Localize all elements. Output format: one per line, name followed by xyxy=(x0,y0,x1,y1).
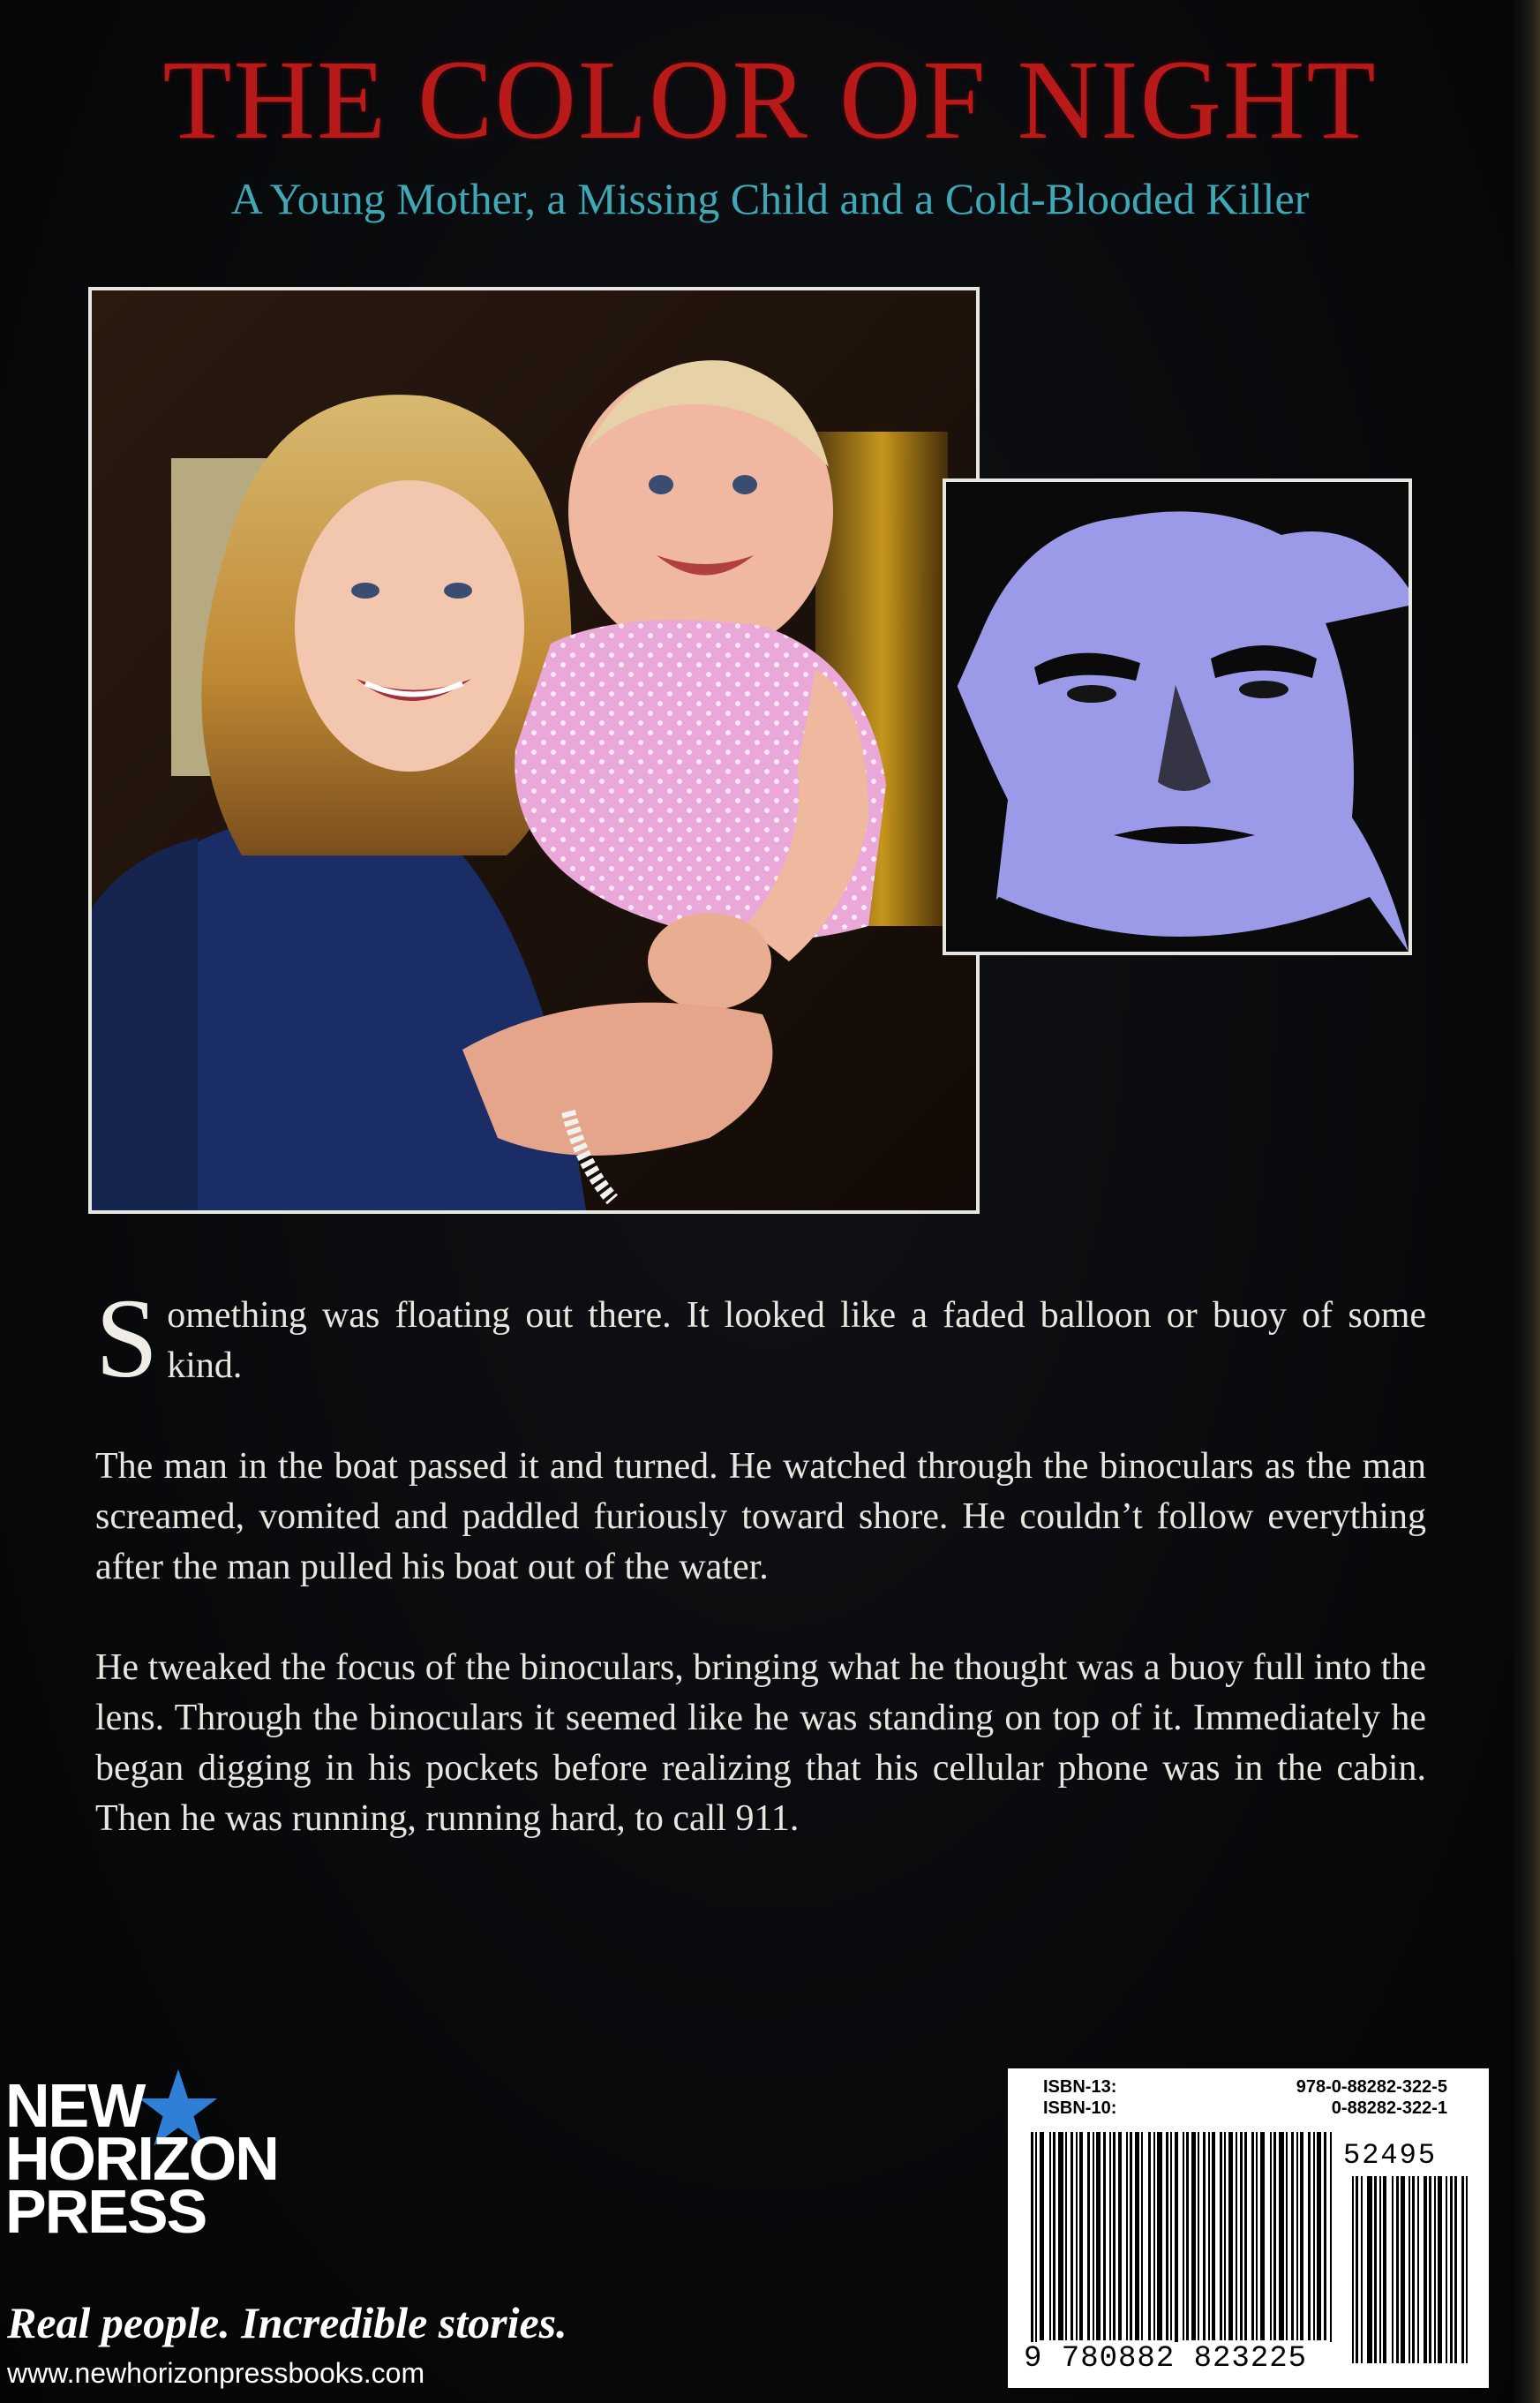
barcode-bar xyxy=(1313,2132,1315,2340)
barcode-bar xyxy=(1186,2132,1189,2340)
barcode-bar xyxy=(1049,2132,1051,2340)
barcode-bar xyxy=(1296,2132,1298,2340)
barcode-bar xyxy=(1076,2132,1078,2340)
barcode-bar xyxy=(1141,2132,1143,2340)
isbn13-line xyxy=(1024,2077,1473,2098)
price-barcode-bar xyxy=(1424,2176,1427,2363)
logo-word-press: PRESS xyxy=(5,2177,207,2246)
book-subtitle: A Young Mother, a Missing Child and a Cold-Blooded Killer xyxy=(230,174,1310,223)
barcode-bar xyxy=(1240,2132,1243,2340)
spine-edge xyxy=(1514,0,1540,2403)
barcode-bar xyxy=(1260,2132,1265,2340)
isbn13-value: 978-0-88282-322-5 xyxy=(1296,2077,1447,2097)
price-barcode-bar xyxy=(1417,2176,1419,2363)
publisher-tagline: Real people. Incredible stories. xyxy=(7,2298,567,2347)
barcode-bar xyxy=(1153,2132,1155,2340)
barcode-bar xyxy=(1126,2132,1128,2340)
barcode-bar xyxy=(1093,2132,1094,2340)
barcode-bar xyxy=(1228,2132,1233,2340)
isbn10-label: ISBN-10: xyxy=(1043,2098,1117,2118)
barcode-bar xyxy=(1236,2132,1237,2340)
barcode-bar xyxy=(1157,2132,1162,2340)
price-barcode-bar xyxy=(1361,2176,1363,2363)
price-barcode-bar xyxy=(1352,2176,1354,2363)
price-barcode-bar xyxy=(1367,2176,1372,2363)
barcode-bar xyxy=(1244,2132,1247,2340)
barcode-bar xyxy=(1183,2132,1184,2340)
barcode-bar xyxy=(1087,2132,1090,2340)
barcode-bar xyxy=(1224,2132,1226,2340)
barcode-bar xyxy=(1279,2132,1284,2340)
publisher-logo xyxy=(5,2068,297,2279)
excerpt-text xyxy=(95,1276,1426,1895)
barcode-bar xyxy=(1035,2132,1037,2363)
barcode-bar xyxy=(1118,2132,1122,2340)
barcode-bar xyxy=(1212,2132,1215,2340)
barcode-bar xyxy=(1103,2132,1106,2340)
barcode-bar xyxy=(1270,2132,1272,2340)
barcode-bar xyxy=(1330,2132,1332,2363)
barcode-bar xyxy=(1317,2132,1321,2340)
barcode-bar xyxy=(1203,2132,1206,2340)
book-title: THE COLOR OF NIGHT xyxy=(162,37,1378,162)
barcode-box xyxy=(1008,2068,1489,2388)
excerpt-paragraph-2: The man in the boat passed it and turned. He watched through the binoculars as the man screamed, vomited and paddled furiously toward shore. He couldn’t follow everything after the man pulled his boat out of the water. xyxy=(95,1446,1426,1587)
price-barcode-bar xyxy=(1412,2176,1415,2363)
price-barcode-bar xyxy=(1450,2176,1453,2363)
barcode-bar xyxy=(1256,2132,1258,2340)
logo-word-new: NEW xyxy=(5,2071,145,2140)
barcode-bar xyxy=(1109,2132,1111,2340)
barcode-bar xyxy=(1079,2132,1083,2340)
barcode-bar xyxy=(1286,2132,1288,2340)
isbn13-label: ISBN-13: xyxy=(1043,2077,1117,2097)
barcode-bar xyxy=(1113,2132,1116,2340)
barcode-bar xyxy=(1070,2132,1073,2340)
barcode-bar xyxy=(1170,2132,1172,2340)
barcode-bar xyxy=(1273,2132,1276,2340)
barcode-bar xyxy=(1166,2132,1168,2340)
barcode-bar xyxy=(1324,2132,1326,2340)
price-barcode-bar xyxy=(1454,2176,1457,2363)
barcode-bar xyxy=(1208,2132,1210,2340)
price-barcode-bar xyxy=(1429,2176,1431,2363)
price-barcode-bar xyxy=(1438,2176,1442,2363)
price-barcode-bar xyxy=(1396,2176,1399,2363)
barcode-bar xyxy=(1096,2132,1101,2340)
barcode-bar xyxy=(1040,2132,1044,2340)
excerpt-paragraph-1-text: omething was floating out there. It looked like a faded balloon or buoy of some kind. xyxy=(167,1295,1426,1386)
barcode-bar xyxy=(1175,2132,1178,2363)
price-barcode-bar xyxy=(1374,2176,1377,2363)
barcode-bar xyxy=(1031,2132,1033,2363)
price-barcode-bar xyxy=(1466,2176,1468,2363)
barcode-bar xyxy=(1058,2132,1063,2340)
price-barcode-bar xyxy=(1392,2176,1394,2363)
ean-digits: 9 780882 823225 xyxy=(1024,2342,1341,2376)
publisher-website: www.newhorizonpressbooks.com xyxy=(7,2357,425,2389)
mother-and-baby-photo xyxy=(88,287,980,1214)
isbn10-line xyxy=(1024,2098,1473,2120)
barcode-bar xyxy=(1198,2132,1199,2340)
barcode-bar xyxy=(1220,2132,1222,2340)
price-code: 52495 xyxy=(1343,2139,1438,2172)
drop-cap: S xyxy=(95,1276,159,1401)
man-portrait-photo xyxy=(943,478,1412,955)
price-barcode-bar xyxy=(1401,2176,1405,2363)
excerpt-paragraph-1 xyxy=(95,1276,1426,1401)
barcode-bar xyxy=(1291,2132,1294,2340)
barcode-bar xyxy=(1251,2132,1254,2340)
barcode-bar xyxy=(1300,2132,1303,2340)
man-portrait-illustration xyxy=(946,482,1409,952)
price-barcode-bar xyxy=(1383,2176,1386,2363)
barcode-bar xyxy=(1148,2132,1151,2340)
price-barcode-bar xyxy=(1461,2176,1464,2363)
logo-word-horizon: HORIZON xyxy=(5,2124,278,2193)
barcode-bar xyxy=(1130,2132,1132,2340)
price-barcode-bar xyxy=(1409,2176,1410,2363)
price-barcode-bar xyxy=(1356,2176,1358,2363)
excerpt-paragraph-3: He tweaked the focus of the binoculars, bringing what he thought was a buoy full into the lens. Through the binoculars it seemed like he was standing on top of it. Immediately he began digging in his pockets before realizing that his cellular phone was in the cabin. Then he was running, running hard, to call 911. xyxy=(95,1647,1426,1839)
barcode-bar xyxy=(1191,2132,1196,2340)
price-barcode-bar xyxy=(1434,2176,1436,2363)
price-barcode-bar xyxy=(1446,2176,1447,2363)
barcode-bar xyxy=(1308,2132,1311,2340)
barcode-bar xyxy=(1053,2132,1055,2340)
mother-and-baby-illustration xyxy=(92,290,976,1210)
barcode-bar xyxy=(1065,2132,1067,2340)
price-barcode-bar xyxy=(1379,2176,1381,2363)
barcode-bar xyxy=(1135,2132,1139,2340)
isbn10-value: 0-88282-322-1 xyxy=(1331,2098,1447,2118)
